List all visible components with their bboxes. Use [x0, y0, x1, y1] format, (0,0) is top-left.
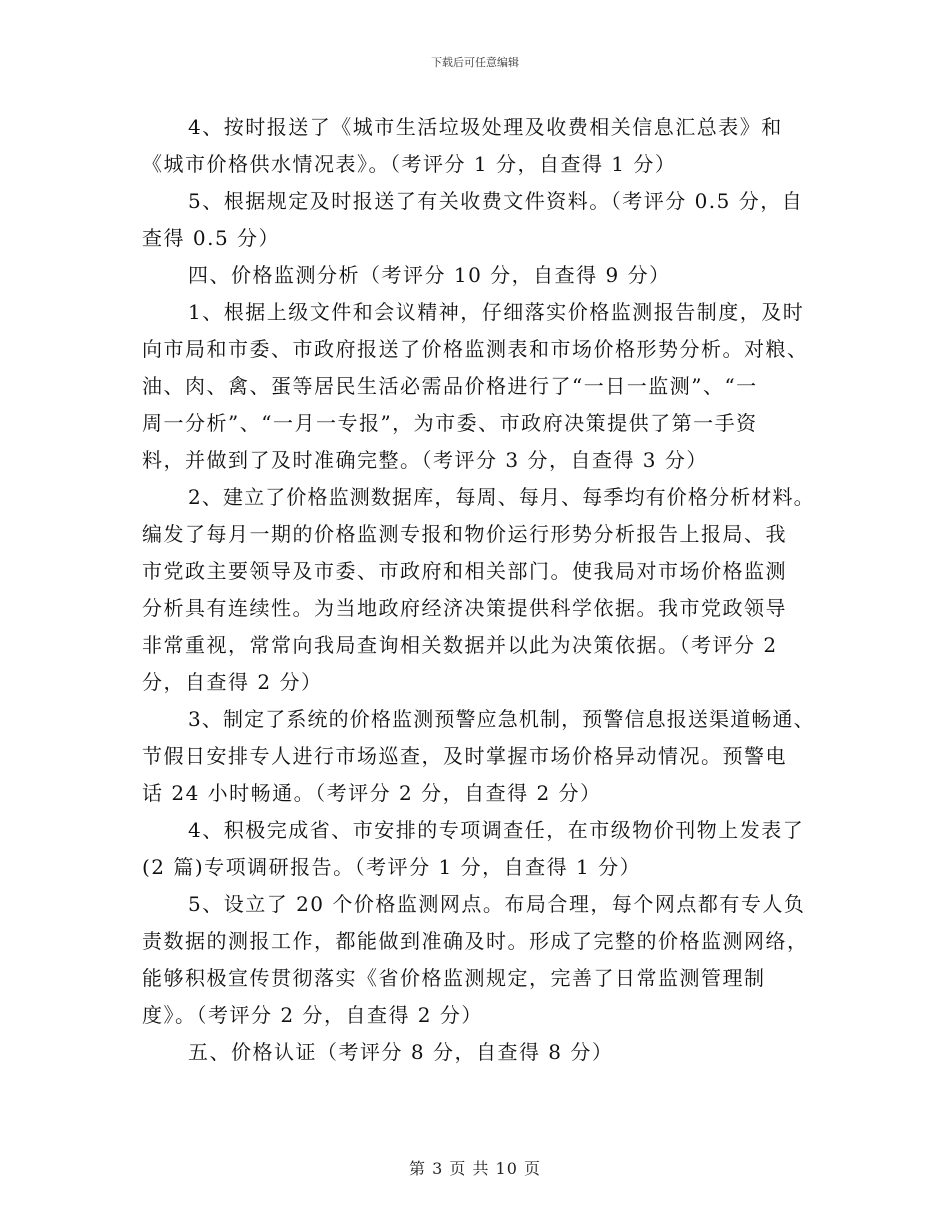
paragraph-line: 度》。（考评分 2 分，自查得 2 分） [142, 1003, 483, 1027]
paragraph-line: 责数据的测报工作，都能做到准确及时。形成了完整的价格监测网络， [142, 929, 809, 953]
paragraph-line: 能够积极宣传贯彻落实《省价格监测规定，完善了日常监测管理制 [142, 966, 766, 990]
paragraph-line: 查得 0.5 分） [142, 226, 281, 250]
section-heading: 四、价格监测分析（考评分 10 分，自查得 9 分） [188, 263, 671, 287]
page-number: 第 3 页 共 10 页 [409, 1159, 541, 1178]
paragraph-line: 2、建立了价格监测数据库，每周、每月、每季均有价格分析材料。 [188, 485, 815, 509]
paragraph-line: 市党政主要领导及市委、市政府和相关部门。使我局对市场价格监测 [142, 559, 787, 583]
paragraph-line: 4、按时报送了《城市生活垃圾处理及收费相关信息汇总表》和 [188, 115, 783, 139]
page-header: 下载后可任意编辑 [431, 56, 519, 69]
section-heading: 五、价格认证（考评分 8 分，自查得 8 分） [188, 1040, 614, 1064]
paragraph-line: 4、积极完成省、市安排的专项调查任，在市级物价刊物上发表了 [188, 818, 805, 842]
paragraph-line: 1、根据上级文件和会议精神，仔细落实价格监测报告制度，及时 [188, 300, 805, 324]
paragraph-line: 料，并做到了及时准确完整。（考评分 3 分，自查得 3 分） [142, 448, 708, 472]
paragraph-line: 5、根据规定及时报送了有关收费文件资料。（考评分 0.5 分，自 [188, 189, 804, 213]
paragraph-line: 编发了每月一期的价格监测专报和物价运行形势分析报告上报局、我 [142, 522, 787, 546]
paragraph-line: 5、设立了 20 个价格监测网点。布局合理，每个网点都有专人负 [188, 892, 806, 916]
paragraph-line: (2 篇)专项调研报告。（考评分 1 分，自查得 1 分） [142, 855, 642, 879]
paragraph-line: 《城市价格供水情况表》。（考评分 1 分，自查得 1 分） [142, 152, 677, 176]
paragraph-line: 向市局和市委、市政府报送了价格监测表和市场价格形势分析。对粮、 [142, 337, 809, 361]
paragraph-line: 分，自查得 2 分） [142, 670, 323, 694]
paragraph-line: 话 24 小时畅通。（考评分 2 分，自查得 2 分） [142, 781, 602, 805]
paragraph-line: 节假日安排专人进行市场巡查，及时掌握市场价格异动情况。预警电 [142, 744, 787, 768]
paragraph-line: 油、肉、禽、蛋等居民生活必需品价格进行了“一日一监测”、“一 [142, 374, 758, 398]
paragraph-line: 分析具有连续性。为当地政府经济决策提供科学依据。我市党政领导 [142, 596, 787, 620]
paragraph-line: 3、制定了系统的价格监测预警应急机制，预警信息报送渠道畅通、 [188, 707, 815, 731]
paragraph-line: 非常重视，常常向我局查询相关数据并以此为决策依据。（考评分 2 [142, 633, 778, 657]
paragraph-line: 周一分析”、“一月一专报”，为市委、市政府决策提供了第一手资 [142, 411, 758, 435]
